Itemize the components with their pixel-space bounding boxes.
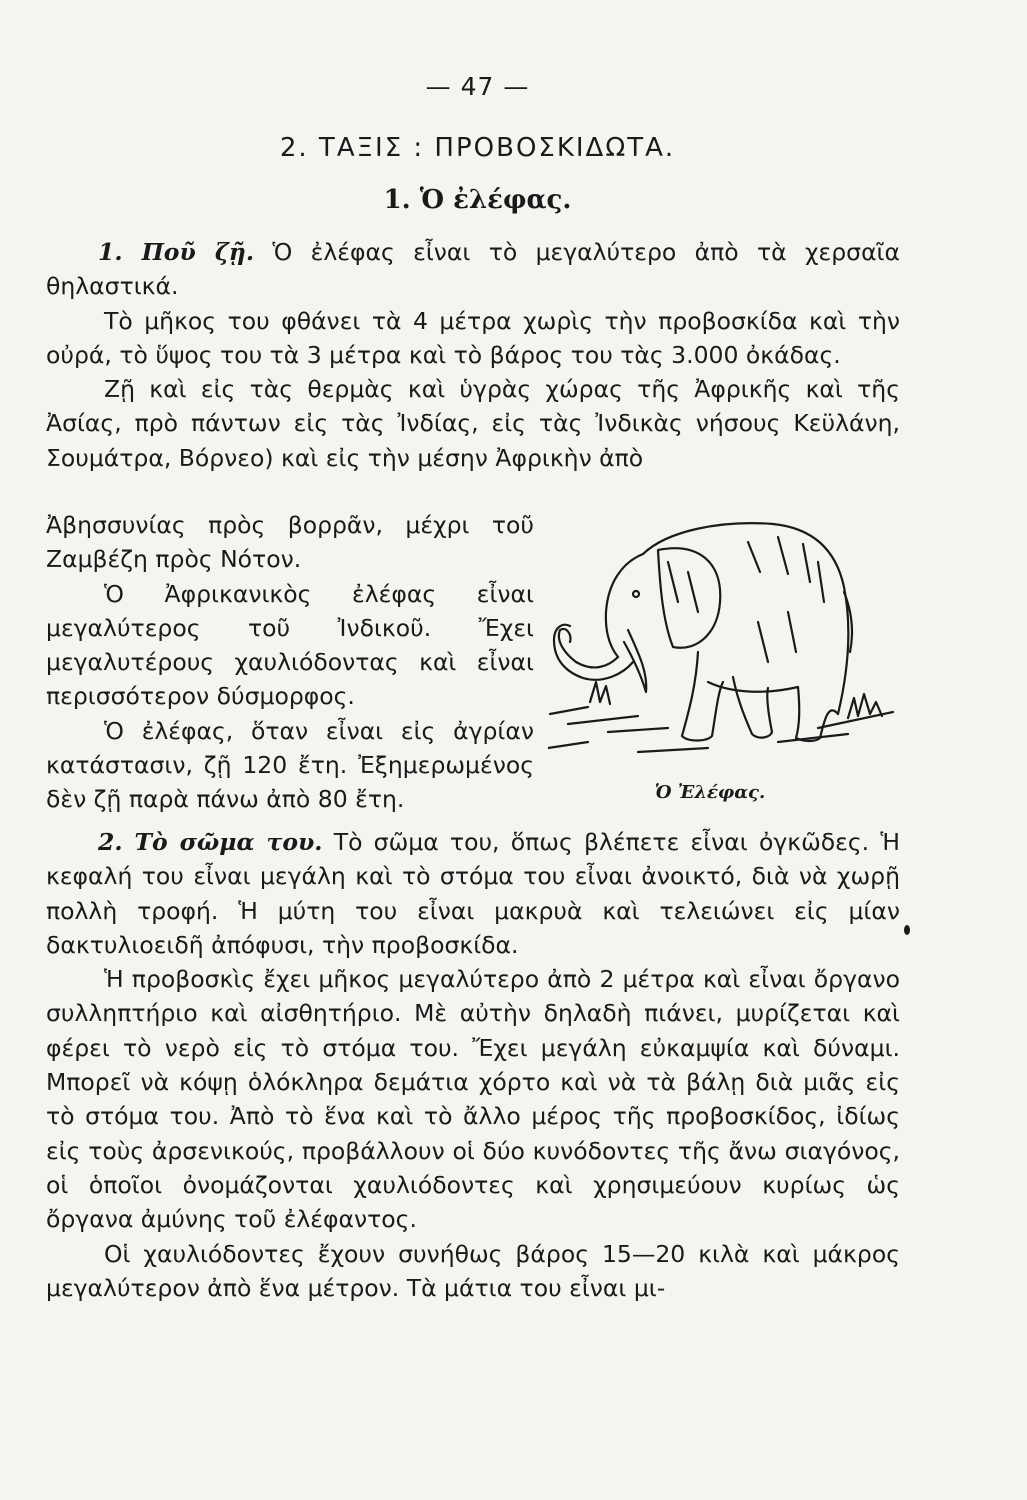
paragraph-heading: 1. Ποῦ ζῇ. — [98, 238, 255, 266]
paragraph-text: Ὁ ἐλέφας εἶναι τὸ μεγαλύτερο ἀπὸ τὰ χερσαῖα θηλαστικά. — [46, 238, 900, 301]
paragraph-where-lives — [46, 235, 900, 304]
page-number: — 47 — — [425, 72, 530, 101]
paragraph-habitat: Ζῇ καὶ εἰς τὰς θερμὰς καὶ ὑγρὰς χώρας τῆς Ἀφρικῆς καὶ τῆς Ἀσίας, πρὸ πάντων εἰς τὰς Ἰνδίας, εἰς τὰς Ἰνδικὰς νήσους Κεϋλάνη, Σουμάτρα, Βόρνεο) καὶ εἰς τὴν μέσην Ἀφρικὴν ἀπὸ — [46, 375, 900, 472]
paragraph-habitat-cont: Ἀβησσυνίας πρὸς βορρᾶν, μέχρι τοῦ Ζαμβέζη πρὸς Νότον. — [46, 511, 534, 574]
paragraph-trunk: Ἡ προβοσκὶς ἔχει μῆκος μεγαλύτερο ἀπὸ 2 μέτρα καὶ εἶναι ὄργανο συλληπτήριο καὶ αἰσθητήριο. Μὲ αὐτὴν δηλαδὴ πιάνει, μυρίζεται καὶ φέρει τὸ νερὸ εἰς τὸ στόμα του. Ἔχει μεγάλη εὐκαμψία καὶ δύναμι. Μπορεῖ νὰ κόψῃ ὁλόκληρα δεμάτια χόρτο καὶ νὰ τὰ βάλῃ διὰ μιᾶς εἰς τὸ στόμα του. Ἀπὸ τὸ ἕνα καὶ τὸ ἄλλο μέρος τῆς προβοσκίδος, ἰδίως εἰς τοὺς ἀρσενικούς, προβάλλουν οἱ δύο κυνόδοντες τῆς ἄνω σιαγόνος, οἱ ὁποῖοι ὀνομάζονται χαυλιόδοντες καὶ χρησιμεύουν κυρίως ὡς ὄργανα ἀμύνης τοῦ ἐλέφαντος. — [46, 965, 900, 1234]
paragraph-body — [46, 825, 900, 962]
intro-block — [46, 235, 900, 475]
section-title: 2. ΤΑΞΙΣ : ΠΡΟΒΟΣΚΙΔΩΤΑ. — [279, 133, 676, 163]
body-block — [46, 825, 900, 1305]
elephant-illustration — [548, 502, 898, 760]
paragraph-lifespan: Ὁ ἐλέφας, ὅταν εἶναι εἰς ἀγρίαν κατάστασιν, ζῇ 120 ἔτη. Ἐξημερωμένος δὲν ζῇ παρὰ πάνω ἀπὸ 80 ἔτη. — [46, 716, 534, 814]
chapter-title: 1. Ὁ ἐλέφας. — [383, 185, 572, 215]
paragraph-african: Ὁ Ἀφρικανικὸς ἐλέφας εἶναι μεγαλύτερος τοῦ Ἰνδικοῦ. Ἔχει μεγαλυτέρους χαυλιόδοντας καὶ εἶναι περισσότερον δύσμορφος. — [46, 579, 534, 711]
side-text-block — [46, 508, 534, 817]
paragraph-tusks: Οἱ χαυλιόδοντες ἔχουν συνήθως βάρος 15—20 κιλὰ καὶ μάκρος μεγαλύτερον ἀπὸ ἕνα μέτρον. Τὰ μάτια του εἶναι μι- — [46, 1239, 900, 1302]
ink-dot — [904, 925, 910, 935]
paragraph-heading: 2. Τὸ σῶμα του. — [98, 828, 323, 856]
paragraph-size: Τὸ μῆκος του φθάνει τὰ 4 μέτρα χωρὶς τὴν προβοσκίδα καὶ τὴν οὐρά, τὸ ὕψος του τὰ 3 μέτρα καὶ τὸ βάρος του τὰς 3.000 ὀκάδας. — [46, 306, 900, 369]
figure-caption: Ὁ Ἐλέφας. — [654, 782, 766, 803]
paragraph-text: Τὸ σῶμα του, ὅπως βλέπετε εἶναι ὀγκῶδες. Ἡ κεφαλή του εἶναι μεγάλη καὶ τὸ στόμα του εἶναι ἀνοικτό, διὰ νὰ χωρῇ πολλὴ τροφή. Ἡ μύτη του εἶναι μακρυὰ καὶ τελειώνει εἰς μίαν δακτυλιοειδῆ ἀπόφυσι, τὴν προβοσκίδα. — [46, 828, 900, 959]
